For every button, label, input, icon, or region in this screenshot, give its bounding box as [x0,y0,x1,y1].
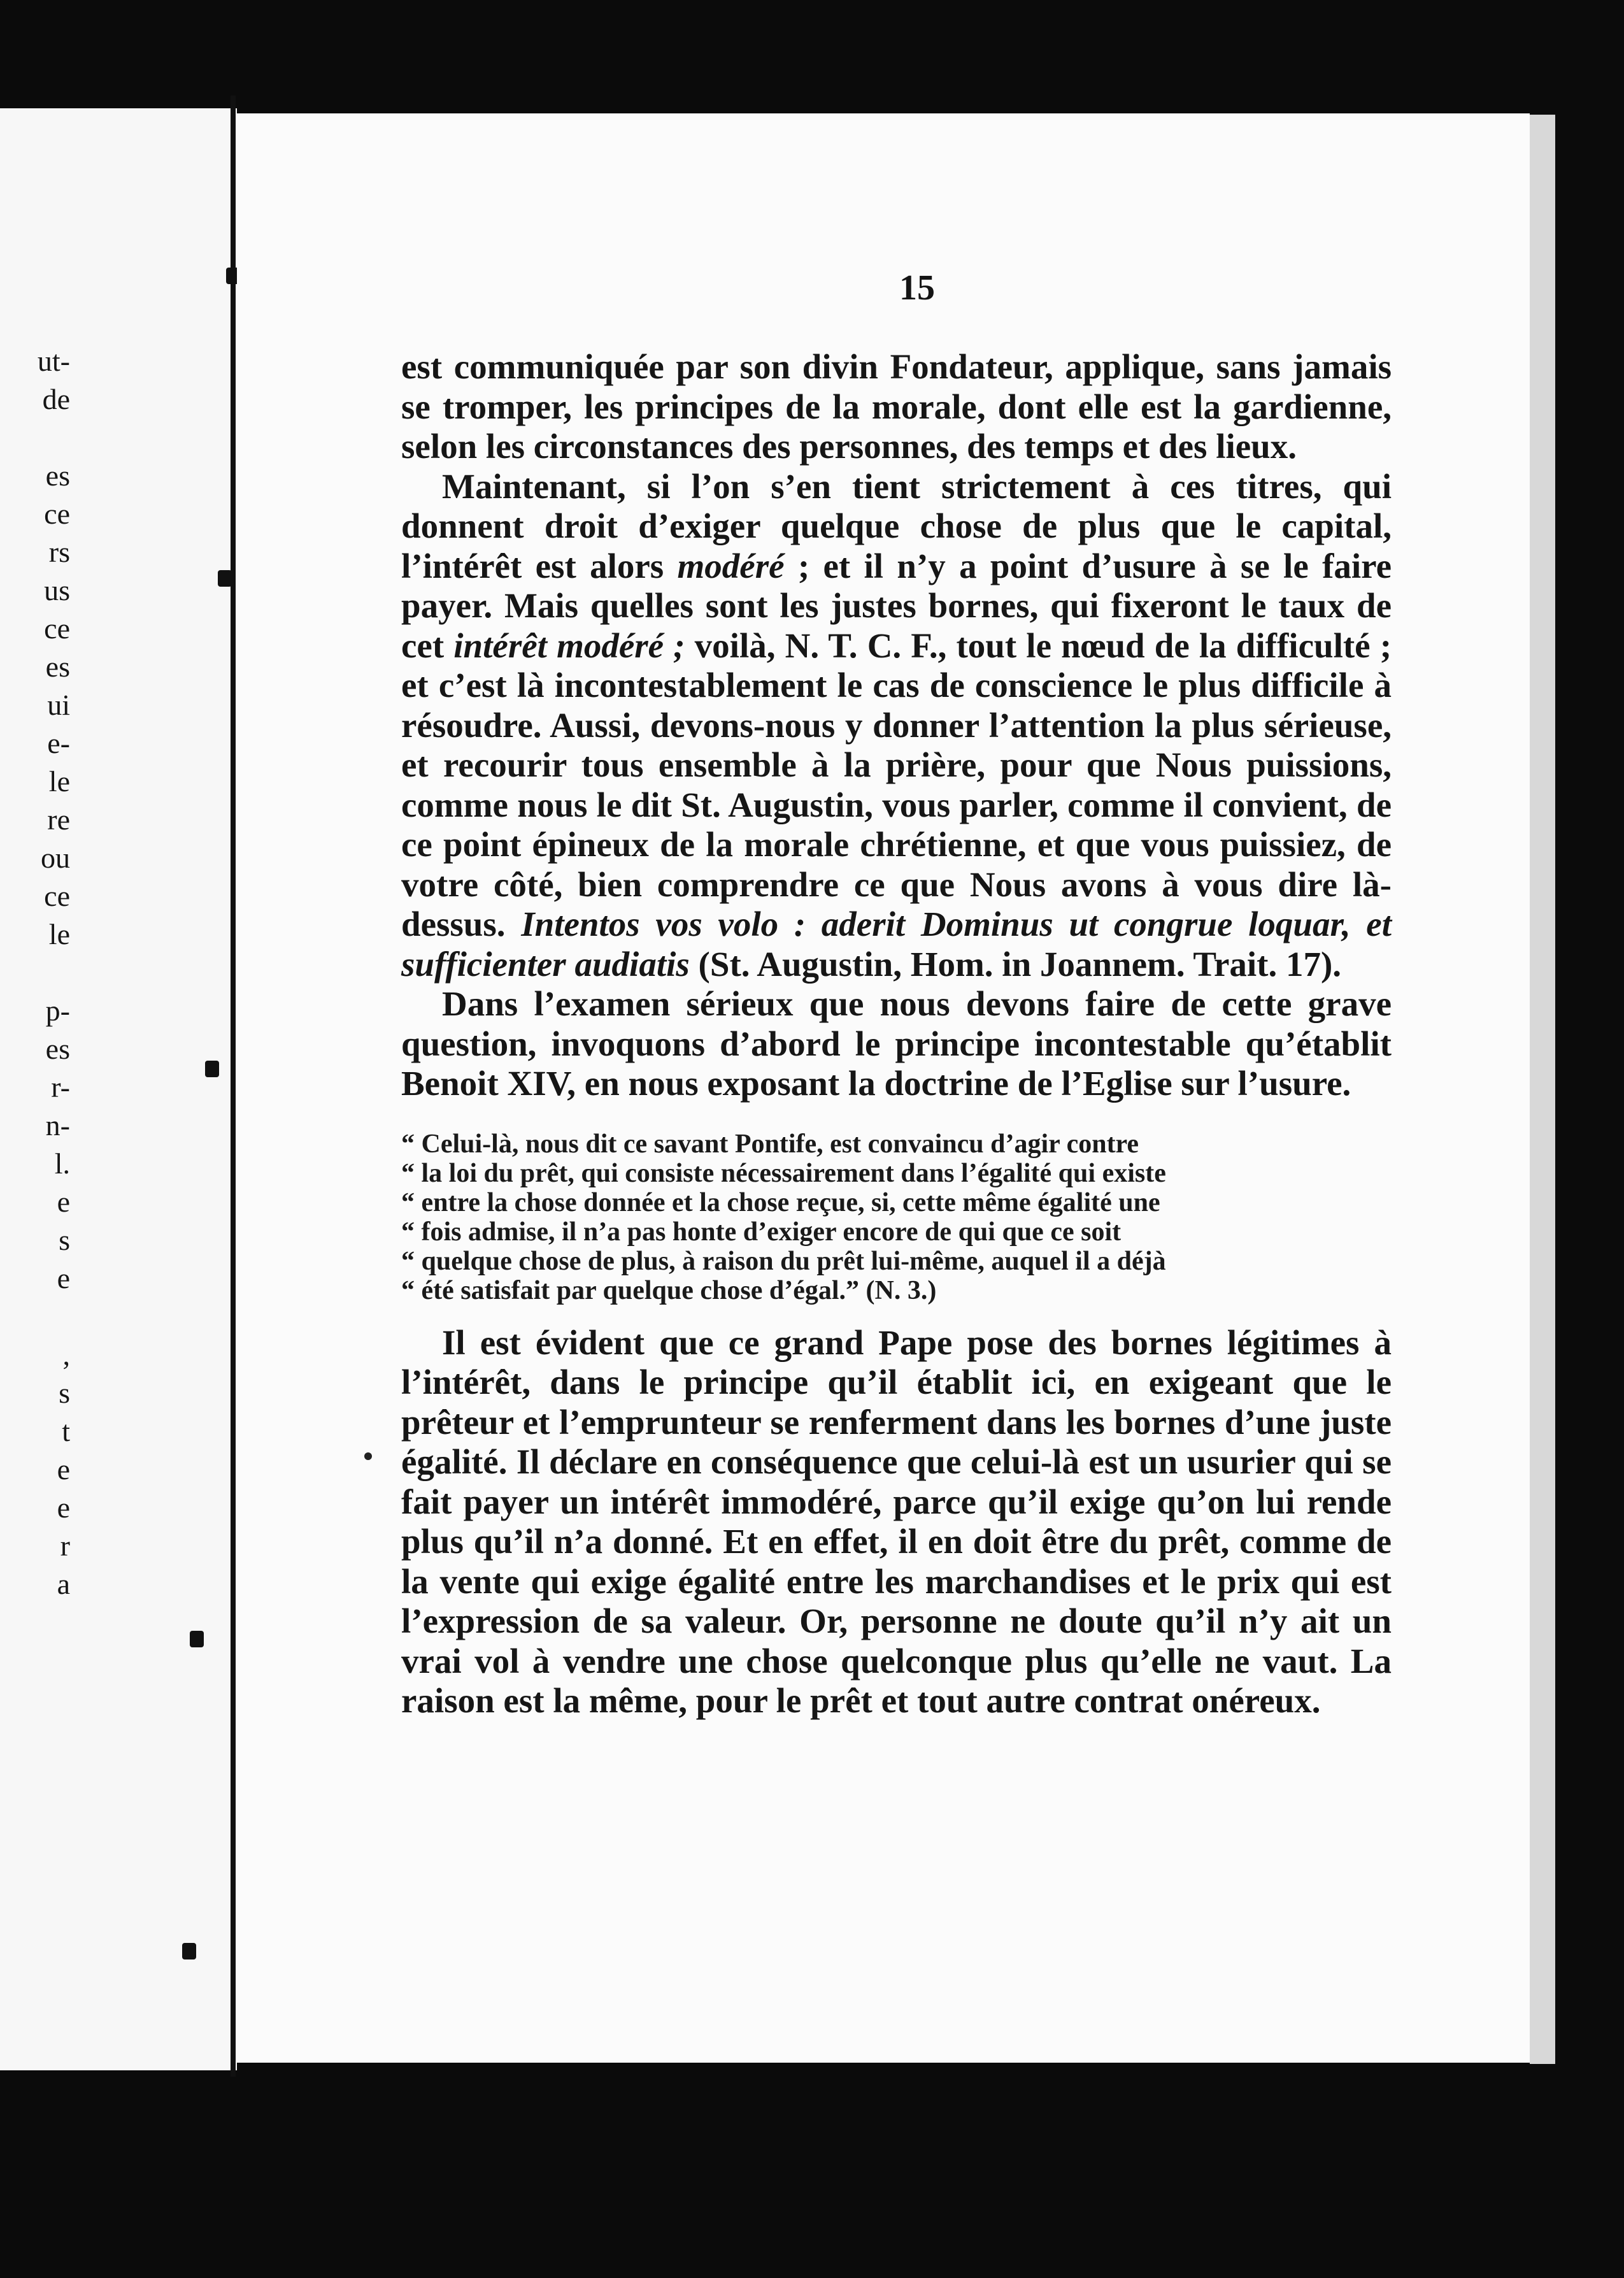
facing-page-fragment: r [60,1529,70,1562]
facing-page-fragment: ce [44,880,70,912]
quote-line: “ été satisfait par quelque chose d’égal.” (N. 3.) [401,1275,937,1305]
page-body [401,347,1392,1721]
text-run: ; et il n’y a point d’usure à se le faire payer. Mais quelles sont les justes bornes, qui fixeront le taux de cet [401,546,1392,665]
binding-mark [182,1943,196,1959]
facing-page-fragment: ut- [37,345,70,377]
quote-line: “ Celui-là, nous dit ce savant Pontife, est convaincu d’agir contre [401,1129,1139,1159]
closing-paragraph: Il est évident que ce grand Pape pose des bornes légitimes à l’intérêt, dans le principe qu’il établit ici, en exigeant que le prêteur et l’emprunteur se renferment dans les bornes d’une juste égalité. Il déclare en conséquence que celui-là est un usurier qui se fait payer un intérêt immodéré, parce qu’il exige qu’on lui rende plus qu’il n’a donné. Et en effet, il en doit être du prêt, comme de la vente qui exige égalité entre les marchandises et le prix qui est l’expression de sa valeur. Or, personne ne doute qu’il n’y ait un vrai vol à vendre une chose quelconque plus qu’elle ne vaut. La raison est la même, pour le prêt et tout autre contrat onéreux. [401,1322,1392,1720]
facing-page-fragment: es [45,459,70,492]
facing-page-left [0,108,237,2070]
binding-mark [205,1061,219,1077]
facing-page-fragment: s [59,1377,70,1409]
facing-page-fragment: n- [45,1109,70,1142]
facing-page-fragment: es [45,1033,70,1065]
facing-page-fragment: p- [45,994,70,1027]
binding-mark [190,1631,204,1647]
facing-page-fragment: ce [44,498,70,530]
page-edge-shadow [1530,115,1555,2064]
paragraph [401,984,1392,1104]
italic-phrase: intérêt modéré ; [453,626,685,665]
facing-page-fragment: le [48,765,70,798]
facing-page-fragment: e [57,1491,70,1524]
block-quote [401,1129,1392,1305]
facing-page-fragment: e- [47,727,70,759]
facing-page-fragment: e [57,1186,70,1218]
facing-page-fragment: de [42,383,70,415]
text-run: (St. Augustin, Hom. in Joannem. Trait. 17). [689,944,1342,984]
quote-line: “ fois admise, il n’a pas honte d’exiger encore de qui que ce soit [401,1217,1122,1247]
facing-page-fragment: us [44,574,70,606]
page-number: 15 [899,268,935,308]
quote-line: “ quelque chose de plus, à raison du prêt lui-même, auquel il a déjà [401,1246,1166,1276]
paragraph [401,467,1392,985]
facing-page-fragment: s [59,1224,70,1256]
facing-page-fragment: e [57,1262,70,1294]
facing-page-fragment: ce [44,612,70,645]
text-run: voilà, N. T. C. F., tout le nœud de la difficulté ; et c’est là incontestablement le cas de conscience le plus difficile à résoudre. Aussi, devons-nous y donner l’attention la plus sérieuse, et recourir tous ensemble à la prière, pour que Nous puissions, comme nous le dit St. Augustin, vous parler, comme il convient, de ce point épineux de la morale chrétienne, et que vous puissiez, de votre côté, bien comprendre ce que Nous avons à vous dire là-dessus. [401,626,1392,943]
paragraph [401,347,1392,467]
facing-page-fragment: l. [54,1147,70,1180]
facing-page-fragment: rs [48,536,70,568]
text-run: Maintenant, si l’on s’en tient strictement à ces titres, qui donnent droit d’exiger quelque chose de plus que le capital, l’intérêt est alors [401,466,1392,585]
facing-page-fragment: ou [41,842,70,874]
book-gutter [231,96,236,2077]
italic-phrase: Intentos vos volo : aderit Dominus ut congrue loquar, et sufficienter audiatis [401,905,1392,984]
facing-page-fragment: , [62,1338,70,1371]
facing-page-fragment: t [62,1415,70,1447]
facing-page-fragment: le [48,918,70,950]
facing-page-fragment: ui [47,689,70,721]
facing-page-fragment: a [57,1568,70,1600]
facing-page-fragment: es [45,650,70,683]
text-run: Dans l’examen sérieux que nous devons faire de cette grave question, invoquons d’abord le principe incontestable qu’établit Benoit XIV, en nous exposant la doctrine de l’Eglise sur l’usure. [401,984,1392,1103]
margin-dot [364,1452,372,1460]
text-run: est communiquée par son divin Fondateur, applique, sans jamais se tromper, les principes de la morale, dont elle est la gardienne, selon les circonstances des personnes, des temps et des lieux. [401,347,1392,466]
italic-phrase: modéré [677,546,785,585]
binding-mark [218,570,232,587]
facing-page-fragment: e [57,1453,70,1486]
facing-page-fragment: re [47,803,70,836]
facing-page-text-fragments [0,108,237,2070]
paragraphs-container [401,347,1392,1104]
quote-line: “ entre la chose donnée et la chose reçue, si, cette même égalité une [401,1187,1160,1217]
facing-page-fragment: r- [51,1071,70,1103]
quote-line: “ la loi du prêt, qui consiste nécessairement dans l’égalité qui existe [401,1158,1166,1188]
